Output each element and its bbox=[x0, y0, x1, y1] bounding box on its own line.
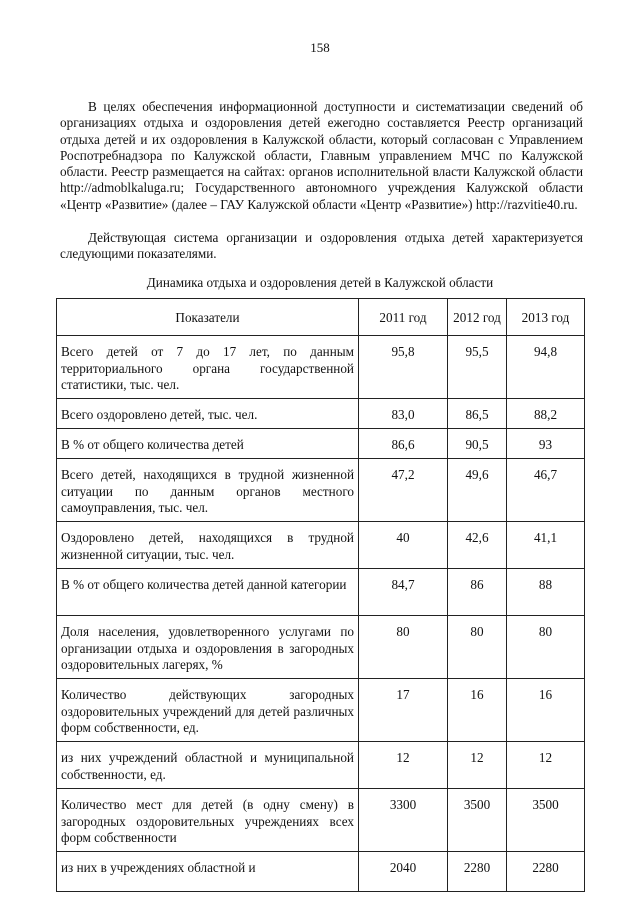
indicator-cell: Всего детей, находящихся в трудной жизненной ситуации по данным органов местного самоуправления, тыс. чел. bbox=[57, 459, 359, 522]
value-2011: 17 bbox=[359, 679, 448, 742]
indicator-cell: Количество мест для детей (в одну смену) в загородных оздоровительных учреждениях всех форм собственности bbox=[57, 789, 359, 852]
indicator-cell: В % от общего количества детей bbox=[57, 429, 359, 459]
header-indicators: Показатели bbox=[57, 299, 359, 336]
value-2012: 95,5 bbox=[448, 336, 507, 399]
value-2011: 84,7 bbox=[359, 569, 448, 616]
indicators-table bbox=[56, 298, 585, 892]
value-2013: 94,8 bbox=[507, 336, 585, 399]
indicator-cell: Оздоровлено детей, находящихся в трудной жизненной ситуации, тыс. чел. bbox=[57, 522, 359, 569]
value-2012: 2280 bbox=[448, 852, 507, 892]
table-row bbox=[57, 852, 585, 892]
value-2013: 93 bbox=[507, 429, 585, 459]
value-2012: 42,6 bbox=[448, 522, 507, 569]
value-2013: 41,1 bbox=[507, 522, 585, 569]
value-2013: 2280 bbox=[507, 852, 585, 892]
value-2012: 49,6 bbox=[448, 459, 507, 522]
table-row bbox=[57, 616, 585, 679]
value-2012: 3500 bbox=[448, 789, 507, 852]
table-row bbox=[57, 336, 585, 399]
value-2011: 2040 bbox=[359, 852, 448, 892]
table-row bbox=[57, 522, 585, 569]
header-2011: 2011 год bbox=[359, 299, 448, 336]
value-2012: 16 bbox=[448, 679, 507, 742]
table-row bbox=[57, 399, 585, 429]
value-2013: 12 bbox=[507, 742, 585, 789]
value-2011: 12 bbox=[359, 742, 448, 789]
value-2011: 95,8 bbox=[359, 336, 448, 399]
value-2012: 12 bbox=[448, 742, 507, 789]
indicator-cell: из них в учреждениях областной и bbox=[57, 852, 359, 892]
value-2011: 80 bbox=[359, 616, 448, 679]
value-2011: 47,2 bbox=[359, 459, 448, 522]
table-row bbox=[57, 679, 585, 742]
value-2013: 88 bbox=[507, 569, 585, 616]
value-2011: 3300 bbox=[359, 789, 448, 852]
indicator-cell: Количество действующих загородных оздоровительных учреждений для детей различных форм собственности, ед. bbox=[57, 679, 359, 742]
header-2013: 2013 год bbox=[507, 299, 585, 336]
page-number: 158 bbox=[310, 40, 330, 55]
value-2012: 80 bbox=[448, 616, 507, 679]
table-header-row bbox=[57, 299, 585, 336]
value-2012: 90,5 bbox=[448, 429, 507, 459]
value-2013: 3500 bbox=[507, 789, 585, 852]
table-row bbox=[57, 459, 585, 522]
value-2013: 46,7 bbox=[507, 459, 585, 522]
value-2011: 83,0 bbox=[359, 399, 448, 429]
indicator-cell: из них учреждений областной и муниципальной собственности, ед. bbox=[57, 742, 359, 789]
value-2012: 86 bbox=[448, 569, 507, 616]
summary-paragraph: Действующая система организации и оздоровления отдыха детей характеризуется следующими показателями. bbox=[60, 230, 583, 262]
value-2011: 86,6 bbox=[359, 429, 448, 459]
header-2012: 2012 год bbox=[448, 299, 507, 336]
value-2013: 88,2 bbox=[507, 399, 585, 429]
table-row bbox=[57, 569, 585, 616]
table-caption: Динамика отдыха и оздоровления детей в Калужской области bbox=[146, 275, 494, 290]
value-2011: 40 bbox=[359, 522, 448, 569]
table-row bbox=[57, 742, 585, 789]
intro-paragraph: В целях обеспечения информационной доступности и систематизации сведений об организациях отдыха и оздоровления детей ежегодно составляется Реестр организаций отдыха детей и их оздоровления в Калужской области, который согласован с Управлением Роспотребнадзора по Калужской области, Главным управлением МЧС по Калужской области. Реестр размещается на сайтах: органов исполнительной власти Калужской области http://admoblkaluga.ru; Государственного автономного учреждения Калужской области «Центр «Развитие» (далее – ГАУ Калужской области «Центр «Развитие») http://razvitie40.ru. bbox=[60, 99, 583, 212]
indicator-cell: Всего детей от 7 до 17 лет, по данным территориального органа государственной статистики, тыс. чел. bbox=[57, 336, 359, 399]
table-row bbox=[57, 429, 585, 459]
indicator-cell: В % от общего количества детей данной категории bbox=[57, 569, 359, 616]
table-row bbox=[57, 789, 585, 852]
indicator-cell: Всего оздоровлено детей, тыс. чел. bbox=[57, 399, 359, 429]
indicator-cell: Доля населения, удовлетворенного услугами по организации отдыха и оздоровления в загородных оздоровительных лагерях, % bbox=[57, 616, 359, 679]
value-2012: 86,5 bbox=[448, 399, 507, 429]
value-2013: 16 bbox=[507, 679, 585, 742]
value-2013: 80 bbox=[507, 616, 585, 679]
